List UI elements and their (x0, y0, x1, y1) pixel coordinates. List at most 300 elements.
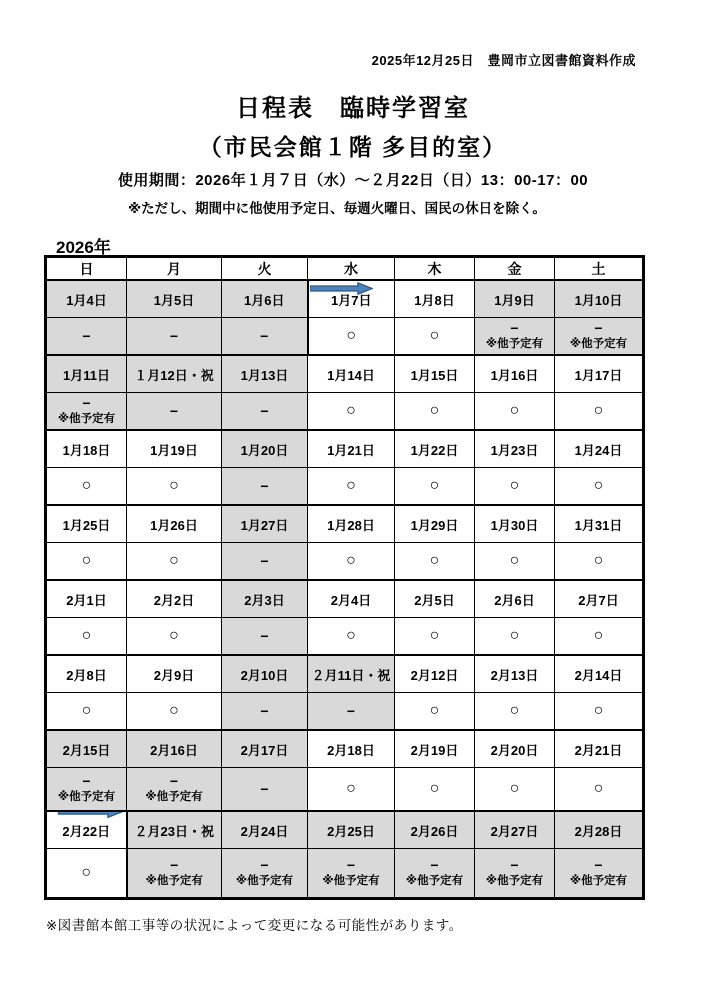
date-cell (46, 430, 127, 468)
status-cell-content (127, 393, 221, 429)
status-cell (127, 849, 222, 899)
available-mark: ○ (593, 780, 604, 798)
date-label: 2月26日 (410, 823, 459, 839)
document-credit: 2025年12月25日 豊岡市立図書館資料作成 (371, 53, 636, 68)
status-cell-content (308, 393, 394, 429)
date-row (46, 811, 644, 849)
status-cell-content (475, 543, 554, 579)
date-cell (46, 280, 127, 318)
other-plans-note: ※他予定有 (405, 874, 464, 887)
date-cell (46, 730, 127, 768)
page-subtitle: （市民会館１階 多目的室） (198, 134, 508, 160)
date-cell (395, 730, 475, 768)
date-cell (308, 430, 395, 468)
unavailable-mark: − (260, 327, 269, 344)
status-cell-content (555, 618, 642, 654)
status-cell-content (475, 693, 554, 729)
status-cell (308, 693, 395, 731)
date-label: 2月5日 (414, 592, 455, 608)
status-cell-content (47, 468, 126, 504)
unavailable-mark: − (260, 552, 269, 569)
status-cell (308, 318, 395, 356)
date-label: 1月13日 (240, 367, 289, 383)
date-cell (46, 811, 127, 849)
status-cell (395, 318, 475, 356)
status-cell-content (127, 693, 221, 729)
date-cell (308, 505, 395, 543)
available-mark: ○ (169, 702, 179, 720)
date-cell (308, 280, 395, 318)
status-cell (395, 393, 475, 431)
date-label: 1月19日 (150, 442, 198, 458)
date-label: 2月21日 (574, 742, 623, 758)
status-cell-content (475, 768, 554, 810)
usage-period: 使用期間：2026年１月７日（水）～２月22日（日）13：00-17：00 (117, 172, 589, 189)
status-cell-content (475, 618, 554, 654)
status-row (46, 768, 644, 812)
unavailable-mark: − (510, 857, 519, 874)
unavailable-mark: − (430, 857, 439, 874)
date-cell (308, 580, 395, 618)
status-cell-content (555, 543, 642, 579)
status-cell-content (395, 768, 474, 810)
status-cell (475, 693, 555, 731)
available-mark: ○ (429, 780, 440, 798)
unavailable-mark: − (594, 857, 603, 874)
date-label: 1月5日 (153, 292, 195, 308)
restriction-note: ※ただし、期間中に他使用予定日、毎週火曜日、国民の休日を除く。 (128, 201, 546, 216)
status-cell (46, 468, 127, 506)
date-label: １月12日・祝 (134, 367, 214, 383)
date-label: 1月22日 (410, 442, 459, 458)
date-label: 1月28日 (327, 517, 375, 533)
date-cell (46, 355, 127, 393)
date-label: 1月16日 (490, 367, 539, 383)
weekday-header: 月 (127, 257, 222, 281)
other-plans-note: ※他予定有 (569, 874, 628, 887)
available-mark: ○ (429, 552, 440, 570)
status-cell (395, 618, 475, 656)
available-mark: ○ (593, 477, 604, 495)
available-mark: ○ (81, 552, 92, 570)
status-cell (46, 618, 127, 656)
available-mark: ○ (429, 627, 440, 645)
status-cell (555, 849, 644, 899)
date-row (46, 730, 644, 768)
status-cell (395, 768, 475, 812)
date-cell (555, 580, 644, 618)
available-mark: ○ (429, 477, 440, 495)
unavailable-mark: − (260, 402, 269, 419)
status-cell-content (222, 618, 307, 654)
date-cell (308, 730, 395, 768)
status-cell-content (475, 849, 554, 897)
date-cell (555, 730, 644, 768)
available-mark: ○ (81, 702, 92, 720)
status-cell-content (308, 543, 394, 579)
status-row (46, 468, 644, 506)
date-label: 2月27日 (490, 823, 539, 839)
status-cell-content (222, 318, 307, 354)
status-cell-content (127, 543, 221, 579)
date-cell (475, 580, 555, 618)
status-cell-content (127, 468, 221, 504)
date-label: 1月6日 (244, 292, 285, 308)
available-mark: ○ (509, 402, 520, 420)
status-cell (222, 318, 308, 356)
weekday-header: 火 (222, 257, 308, 281)
unavailable-mark: − (260, 780, 269, 797)
status-cell-content (222, 543, 307, 579)
date-cell (308, 655, 395, 693)
date-label: 2月10日 (240, 667, 289, 683)
unavailable-mark: − (260, 857, 269, 874)
date-cell (475, 655, 555, 693)
date-label: 2月8日 (66, 667, 107, 683)
date-cell (308, 355, 395, 393)
date-row (46, 280, 644, 318)
weekday-header: 木 (395, 257, 475, 281)
status-cell-content (395, 393, 474, 429)
date-cell (555, 505, 644, 543)
status-cell (395, 543, 475, 581)
date-label: 1月14日 (327, 367, 375, 383)
unavailable-mark: − (260, 477, 269, 494)
date-row (46, 655, 644, 693)
date-cell (222, 655, 308, 693)
status-cell (395, 693, 475, 731)
date-label: 1月21日 (327, 442, 375, 458)
status-cell (395, 849, 475, 899)
status-cell (222, 849, 308, 899)
status-cell-content (222, 393, 307, 429)
date-label: 2月7日 (578, 592, 619, 608)
date-cell (127, 505, 222, 543)
status-cell-content (222, 468, 307, 504)
date-cell (222, 430, 308, 468)
date-label: 2月28日 (574, 823, 623, 839)
date-cell (555, 655, 644, 693)
status-row (46, 618, 644, 656)
status-cell-content (395, 849, 474, 897)
date-cell (308, 811, 395, 849)
date-label: 1月7日 (331, 292, 372, 308)
other-plans-note: ※他予定有 (235, 874, 294, 887)
date-label: 2月20日 (490, 742, 539, 758)
date-label: 2月18日 (327, 742, 375, 758)
available-mark: ○ (593, 552, 604, 570)
available-mark: ○ (593, 402, 604, 420)
date-cell (395, 505, 475, 543)
status-cell-content (127, 768, 221, 810)
available-mark: ○ (509, 702, 520, 720)
date-label: 1月15日 (410, 367, 459, 383)
date-label: 1月17日 (574, 367, 623, 383)
available-mark: ○ (169, 552, 179, 570)
status-cell (127, 543, 222, 581)
available-mark: ○ (346, 402, 356, 420)
status-cell-content (47, 543, 126, 579)
unavailable-mark: − (170, 857, 179, 874)
available-mark: ○ (169, 477, 179, 495)
status-cell-content (555, 318, 642, 354)
status-cell (127, 318, 222, 356)
available-mark: ○ (593, 702, 604, 720)
status-cell (555, 318, 644, 356)
unavailable-mark: − (260, 627, 269, 644)
weekday-header: 日 (46, 257, 127, 281)
date-cell (395, 430, 475, 468)
unavailable-mark: − (82, 395, 91, 412)
date-label: 2月14日 (574, 667, 623, 683)
unavailable-mark: − (82, 773, 91, 790)
status-cell (222, 393, 308, 431)
available-mark: ○ (509, 627, 520, 645)
status-cell-content (555, 393, 642, 429)
date-label: 2月15日 (62, 742, 111, 758)
status-cell-content (475, 468, 554, 504)
date-cell (127, 355, 222, 393)
date-cell (555, 280, 644, 318)
date-label: 2月3日 (244, 592, 285, 608)
status-row (46, 393, 644, 431)
date-cell (395, 811, 475, 849)
other-plans-note: ※他予定有 (485, 337, 544, 350)
date-cell (222, 355, 308, 393)
date-label: 1月18日 (62, 442, 111, 458)
status-cell (222, 543, 308, 581)
date-cell (555, 430, 644, 468)
date-cell (555, 811, 644, 849)
date-label: 1月24日 (574, 442, 623, 458)
status-cell (127, 393, 222, 431)
date-label: 2月22日 (62, 823, 111, 839)
status-row (46, 318, 644, 356)
date-row (46, 580, 644, 618)
status-cell-content (47, 693, 126, 729)
status-cell (555, 693, 644, 731)
status-cell-content (395, 543, 474, 579)
date-cell (475, 730, 555, 768)
other-plans-note: ※他予定有 (322, 874, 380, 887)
status-cell-content (308, 693, 394, 729)
status-cell-content (555, 693, 642, 729)
status-cell-content (395, 318, 474, 354)
status-cell-content (308, 468, 394, 504)
date-label: ２月23日・祝 (134, 823, 214, 839)
status-cell-content (555, 768, 642, 810)
status-cell-content (555, 849, 642, 897)
date-row (46, 505, 644, 543)
other-plans-note: ※他予定有 (485, 874, 544, 887)
date-cell (222, 280, 308, 318)
other-plans-note: ※他予定有 (145, 874, 203, 887)
date-label: 2月24日 (240, 823, 289, 839)
status-cell (46, 693, 127, 731)
date-label: 1月11日 (63, 367, 110, 383)
status-cell-content (127, 318, 221, 354)
status-cell-content (555, 468, 642, 504)
status-cell-content (47, 393, 126, 429)
available-mark: ○ (81, 477, 92, 495)
status-cell-content (308, 618, 394, 654)
status-cell (46, 849, 127, 899)
other-plans-note: ※他予定有 (145, 790, 203, 803)
status-cell-content (395, 618, 474, 654)
unavailable-mark: − (169, 773, 179, 790)
available-mark: ○ (346, 780, 356, 798)
status-cell (308, 468, 395, 506)
available-mark: ○ (429, 702, 440, 720)
date-label: 1月4日 (66, 292, 107, 308)
date-label: 2月1日 (66, 592, 107, 608)
status-cell-content (395, 468, 474, 504)
status-cell (127, 618, 222, 656)
status-cell (46, 318, 127, 356)
status-cell-content (308, 768, 394, 810)
date-cell (475, 505, 555, 543)
status-row (46, 543, 644, 581)
status-cell (46, 543, 127, 581)
status-cell (46, 393, 127, 431)
status-cell (308, 849, 395, 899)
status-cell-content (222, 693, 307, 729)
available-mark: ○ (429, 402, 440, 420)
unavailable-mark: − (346, 702, 356, 719)
available-mark: ○ (81, 627, 92, 645)
status-cell-content (128, 849, 222, 897)
status-cell (475, 318, 555, 356)
unavailable-mark: − (260, 702, 269, 719)
date-label: 2月16日 (150, 742, 198, 758)
footnote: ※図書館本館工事等の状況によって変更になる可能性があります。 (46, 918, 463, 933)
date-label: 1月8日 (414, 292, 455, 308)
status-row (46, 693, 644, 731)
status-cell (475, 468, 555, 506)
available-mark: ○ (593, 627, 604, 645)
status-cell-content (47, 849, 126, 897)
status-cell-content (475, 393, 554, 429)
date-cell (222, 811, 308, 849)
status-cell (475, 543, 555, 581)
date-label: 2月13日 (490, 667, 539, 683)
status-cell (475, 768, 555, 812)
other-plans-note: ※他予定有 (569, 337, 628, 350)
period-end-arrow-icon (56, 811, 126, 818)
date-label: 1月9日 (494, 292, 535, 308)
year-label: 2026年 (56, 238, 111, 257)
available-mark: ○ (169, 627, 179, 645)
date-label: 2月19日 (410, 742, 459, 758)
unavailable-mark: − (169, 402, 179, 419)
date-cell (475, 811, 555, 849)
unavailable-mark: − (169, 327, 179, 344)
status-cell (308, 393, 395, 431)
status-cell (308, 618, 395, 656)
date-cell (127, 580, 222, 618)
unavailable-mark: − (594, 320, 603, 337)
date-row (46, 355, 644, 393)
status-cell (127, 468, 222, 506)
date-cell (475, 280, 555, 318)
available-mark: ○ (509, 477, 520, 495)
date-row (46, 430, 644, 468)
date-cell (127, 811, 222, 849)
weekday-header: 金 (475, 257, 555, 281)
date-cell (222, 505, 308, 543)
status-cell-content (309, 318, 395, 354)
date-cell (222, 730, 308, 768)
date-label: 2月12日 (410, 667, 459, 683)
status-cell (555, 393, 644, 431)
status-cell (46, 768, 127, 812)
date-label: ２月11日・祝 (311, 667, 391, 683)
date-label: 2月4日 (330, 592, 372, 608)
date-cell (395, 580, 475, 618)
date-label: 2月25日 (327, 823, 375, 839)
status-cell (555, 768, 644, 812)
date-cell (395, 355, 475, 393)
date-label: 1月31日 (574, 517, 623, 533)
weekday-header: 土 (555, 257, 644, 281)
status-cell-content (308, 849, 394, 897)
status-cell-content (47, 768, 126, 810)
date-cell (127, 730, 222, 768)
date-cell (127, 655, 222, 693)
available-mark: ○ (429, 327, 440, 345)
date-cell (46, 655, 127, 693)
status-cell (222, 693, 308, 731)
date-label: 2月2日 (153, 592, 195, 608)
available-mark: ○ (346, 327, 357, 345)
date-label: 2月6日 (494, 592, 535, 608)
date-cell (395, 655, 475, 693)
status-cell (127, 768, 222, 812)
period-start-arrow-icon (310, 282, 373, 295)
available-mark: ○ (509, 780, 520, 798)
date-cell (46, 580, 127, 618)
status-cell (222, 468, 308, 506)
available-mark: ○ (346, 552, 356, 570)
weekday-header: 水 (308, 257, 395, 281)
status-cell-content (222, 849, 307, 897)
date-label: 1月23日 (490, 442, 539, 458)
date-label: 2月17日 (240, 742, 289, 758)
status-row (46, 849, 644, 899)
status-cell (475, 393, 555, 431)
date-label: 1月29日 (410, 517, 459, 533)
status-cell-content (395, 693, 474, 729)
available-mark: ○ (346, 477, 356, 495)
available-mark: ○ (346, 627, 356, 645)
status-cell (127, 693, 222, 731)
status-cell (308, 768, 395, 812)
unavailable-mark: − (510, 320, 519, 337)
date-cell (46, 505, 127, 543)
date-label: 1月30日 (490, 517, 539, 533)
date-label: 1月27日 (240, 517, 289, 533)
available-mark: ○ (81, 864, 92, 882)
status-cell (475, 849, 555, 899)
status-cell-content (47, 618, 126, 654)
status-cell-content (127, 618, 221, 654)
status-cell (475, 618, 555, 656)
available-mark: ○ (509, 552, 520, 570)
date-label: 1月10日 (574, 292, 623, 308)
date-label: 2月9日 (153, 667, 195, 683)
date-cell (395, 280, 475, 318)
status-cell (555, 618, 644, 656)
